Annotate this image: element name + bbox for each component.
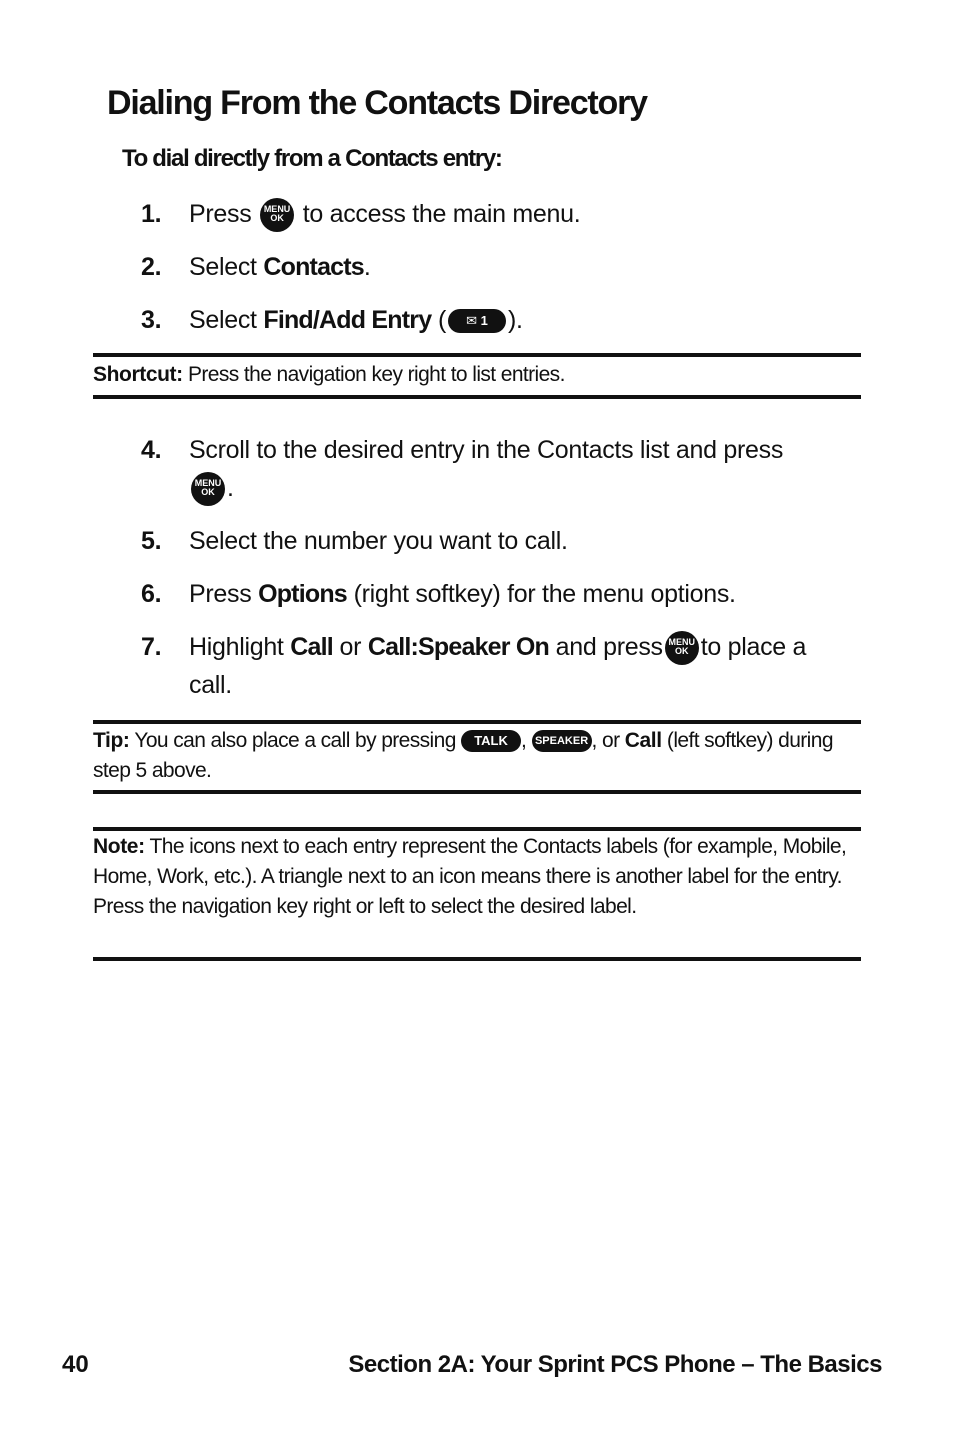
note-top-rule <box>93 827 861 831</box>
step-bold-term: Find/Add Entry <box>263 306 432 334</box>
subheading: To dial directly from a Contacts entry: <box>122 145 502 172</box>
step-text-part: Scroll to the desired entry in the Contacts list and press <box>189 436 784 464</box>
tip-label: Tip: <box>93 729 130 752</box>
step-text <box>189 301 839 339</box>
step-text <box>189 248 839 286</box>
tip-text: You can also place a call by pressing <box>134 729 456 752</box>
step-text: Select the number you want to call. <box>189 527 568 555</box>
step-text-part: ( <box>437 306 446 334</box>
step-text-part: and press <box>555 633 663 661</box>
note-text: The icons next to each entry represent the Contacts labels (for example, Mobile, Home, Work, etc.). A triangle next to an icon means there is another label for the entry. Press the navigation key right or left to select the desired label. <box>93 835 847 918</box>
tip-top-rule <box>93 720 861 724</box>
note-bottom-rule <box>93 957 861 961</box>
speaker-key-icon: SPEAKER <box>532 730 592 752</box>
section-footer: Section 2A: Your Sprint PCS Phone – The Basics <box>348 1351 882 1378</box>
note-box <box>93 832 863 922</box>
shortcut-box <box>93 360 863 390</box>
step-text-part: to access the main menu. <box>302 200 581 228</box>
note-label: Note: <box>93 835 145 858</box>
menu-ok-key-icon <box>260 198 294 232</box>
step-bold-term: Options <box>258 580 347 608</box>
step-text <box>189 575 839 613</box>
key-label: OK <box>674 646 689 657</box>
tip-text: (left softkey) during step 5 above. <box>93 729 833 782</box>
step-text <box>189 195 839 233</box>
page-title: Dialing From the Contacts Directory <box>107 84 647 122</box>
shortcut-bottom-rule <box>93 395 861 399</box>
page-number: 40 <box>62 1351 89 1378</box>
step-text-part: Press <box>189 200 252 228</box>
tip-bold-term: Call <box>624 729 662 752</box>
shortcut-label: Shortcut: <box>93 363 183 386</box>
step-text-part: . <box>363 253 371 281</box>
step-bold-term: Contacts <box>263 253 364 281</box>
step-number: 1. <box>141 200 162 228</box>
menu-ok-key-icon <box>665 631 699 665</box>
key-label: MENU <box>263 204 291 215</box>
step-number: 7. <box>141 633 162 661</box>
tip-text: , <box>521 729 527 752</box>
step-number: 6. <box>141 580 162 608</box>
step-number: 2. <box>141 253 162 281</box>
step-number: 4. <box>141 436 162 464</box>
step-text <box>189 431 809 507</box>
step-number: 3. <box>141 306 162 334</box>
step-text-part: Select <box>189 306 257 334</box>
shortcut-top-rule <box>93 353 861 357</box>
step-text-part: ). <box>507 306 523 334</box>
key-label: OK <box>270 213 284 224</box>
tip-box <box>93 726 863 786</box>
key-label: MENU <box>194 478 222 489</box>
step-text-part: to place a call. <box>189 633 807 699</box>
key-label: OK <box>201 487 215 498</box>
key-1-envelope-icon: ✉ 1 <box>448 309 506 333</box>
shortcut-text: Press the navigation key right to list entries. <box>187 363 565 386</box>
step-text-part: Press <box>189 580 252 608</box>
step-bold-term: Call:Speaker On <box>367 633 549 661</box>
step-number: 5. <box>141 527 162 555</box>
menu-ok-key-icon <box>191 472 225 506</box>
step-bold-term: Call <box>290 633 333 661</box>
talk-key-icon: TALK <box>461 730 521 752</box>
step-text <box>189 628 839 704</box>
step-text-part: . <box>227 474 234 502</box>
key-label: MENU <box>668 637 695 648</box>
step-text-part: or <box>339 633 362 661</box>
step-text-part: Highlight <box>189 633 284 661</box>
step-text-part: (right softkey) for the menu options. <box>353 580 736 608</box>
tip-text: , or <box>591 729 620 752</box>
tip-bottom-rule <box>93 790 861 794</box>
step-text-part: Select <box>189 253 257 281</box>
